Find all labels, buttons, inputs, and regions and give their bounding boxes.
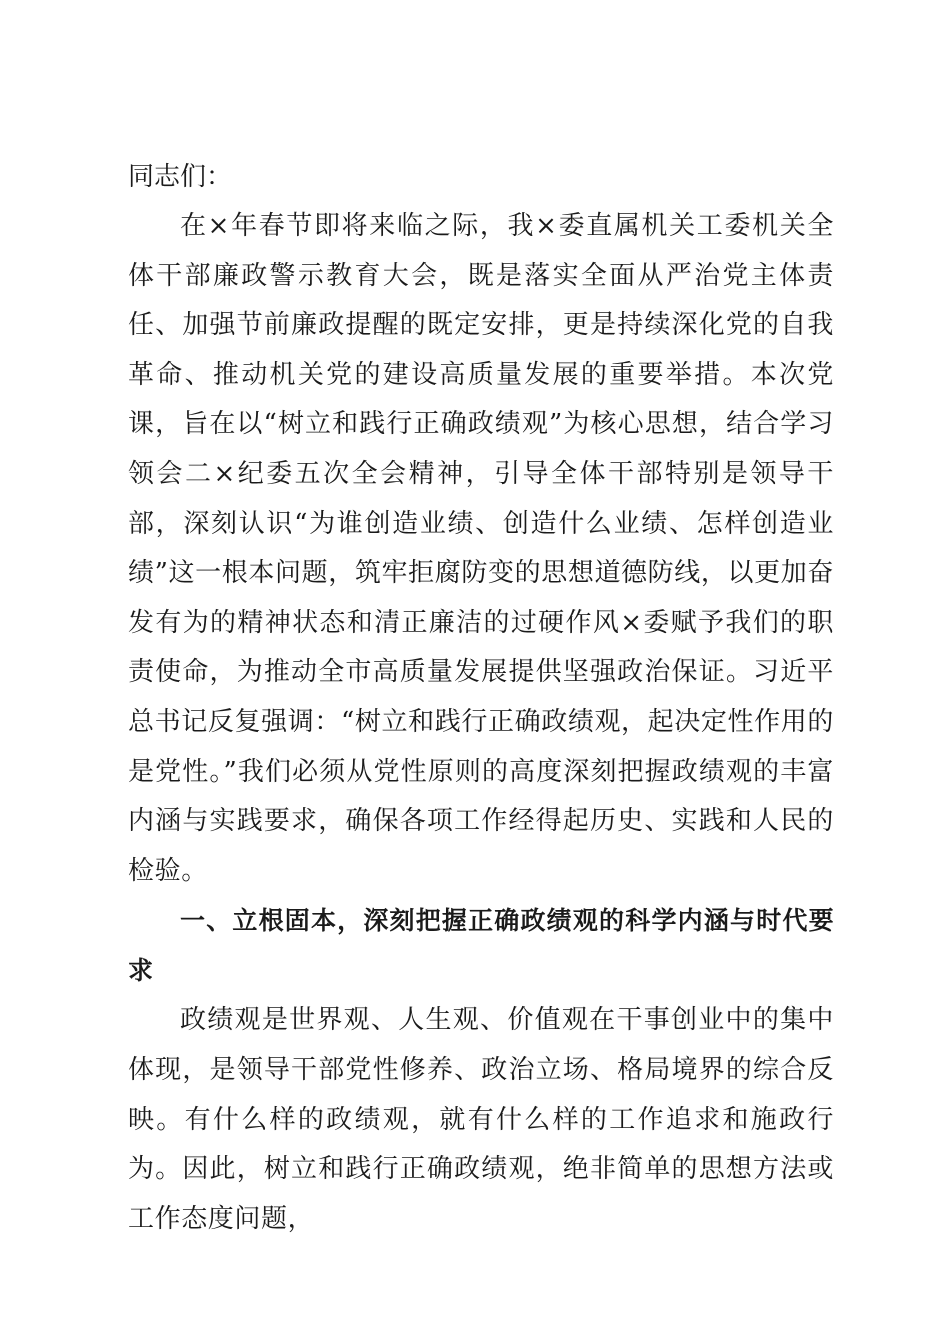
intro-paragraph: 在×年春节即将来临之际，我×委直属机关工委机关全体干部廉政警示教育大会，既是落实全面从严治党主体责任、加强节前廉政提醒的既定安排，更是持续深化党的自我革命、推动机关党的建设高质量发展的重要举措。本次党课，旨在以“树立和践行正确政绩观”为核心思想，结合学习领会二×纪委五次全会精神，引导全体干部特别是领导干部，深刻认识“为谁创造业绩、创造什么业绩、怎样创造业绩”这一根本问题，筑牢拒腐防变的思想道德防线，以更加奋发有为的精神状态和清正廉洁的过硬作风×委赋予我们的职责使命，为推动全市高质量发展提供坚强政治保证。习近平总书记反复强调：“树立和践行正确政绩观，起决定性作用的是党性。”我们必须从党性原则的高度深刻把握政绩观的丰富内涵与实践要求，确保各项工作经得起历史、实践和人民的检验。 xyxy=(128,211,834,886)
salutation: 同志们： xyxy=(128,162,233,192)
section-paragraph: 政绩观是世界观、人生观、价值观在干事创业中的集中体现，是领导干部党性修养、政治立场、格局境界的综合反映。有什么样的政绩观，就有什么样的工作追求和施政行为。因此，树立和践行正确政绩观，绝非简单的思想方法或工作态度问题， xyxy=(128,1005,834,1234)
section-heading: 一、立根固本，深刻把握正确政绩观的科学内涵与时代要求 xyxy=(128,906,834,986)
document-body xyxy=(128,152,834,1244)
